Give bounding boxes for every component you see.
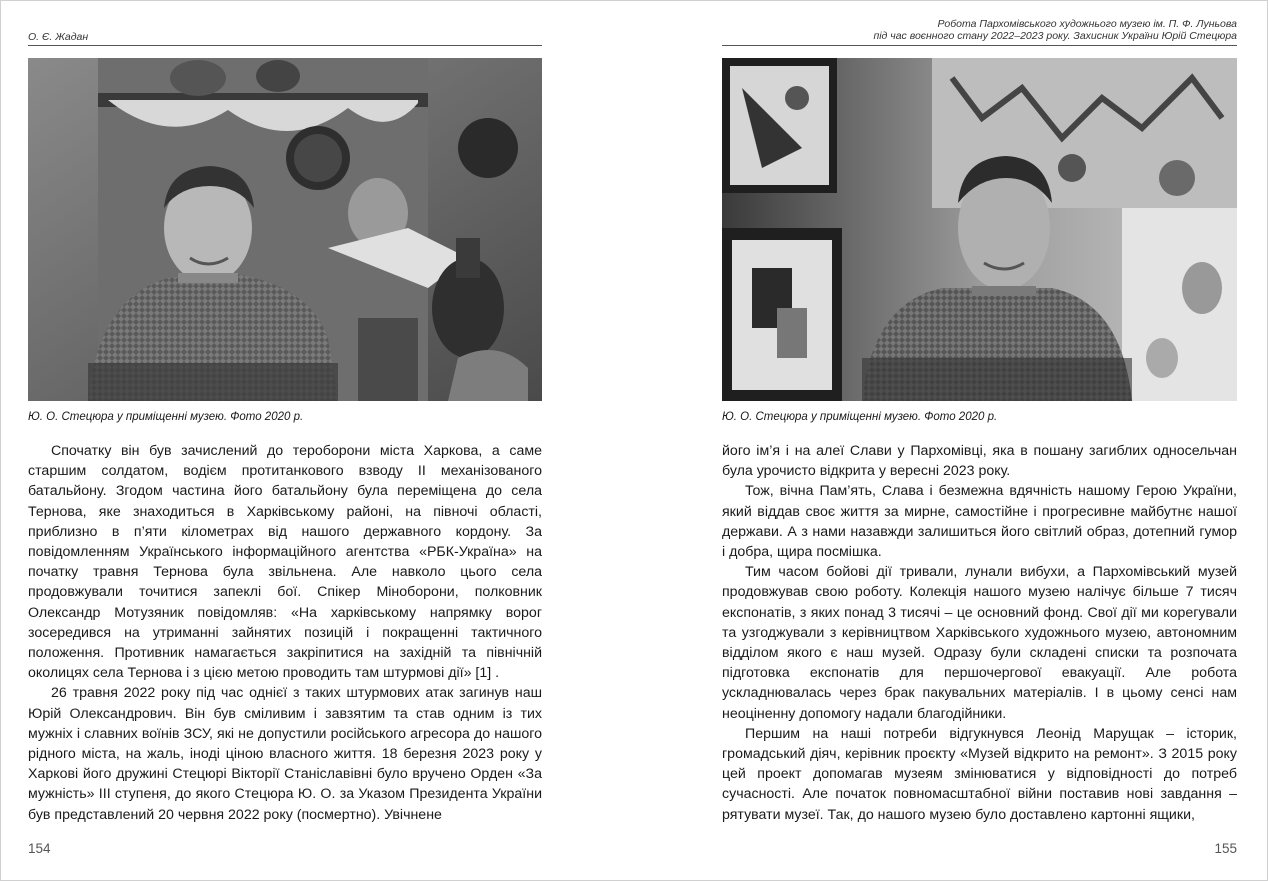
- paragraph: Першим на наші потреби відгукнувся Леонід Марущак – історик, громадський діяч, керівник проєкту «Музей відкрито на ремонт». З 2015 року цей проект допомагав музеям змінюватися у відповідності до потреб сучасності. Але початок повномасштабної війни поставив нові завдання – рятувати музеї. Так, до нашого музею було доставлено картонні ящики,: [722, 725, 1237, 823]
- paragraph: Спочатку він був зачислений до тероборони міста Харкова, а саме старшим солдатом, водієм протитанкового взводу ІІ механізованого батальйону. Згодом частина його батальйону була переміщена до села Тернова, яке знаходиться в Харківському районі, на півночі області, приблизно в п’яти кілометрах від нашого державного кордону. За повідомленням Українського інформаційного агентства «РБК-Україна» на початку травня Тернова була звільнена. Але навколо цього села продовжували точитися запеклі бої. Спікер Міноборони, полковник Олександр Мотузяник повідомляв: «На харківському напрямку ворог зосередився на утриманні зайнятих позицій і покращенні тактичного положення. Противник намагається закріпитися на західній та північній околицях села Тернова і з цією метою проводить там штурмові дії» [1] .: [28, 443, 542, 682]
- right-page: [722, 0, 1237, 881]
- body-text-right: [722, 441, 1237, 825]
- paragraph: його ім’я і на алеї Слави у Пархомівці, яка в пошану загиблих односельчан була урочисто відкрита у вересні 2023 року.: [722, 443, 1237, 480]
- running-head-author: О. Є. Жадан: [28, 31, 89, 43]
- header-rule: [722, 45, 1237, 46]
- running-head-line: Робота Пархомівського художнього музею ім. П. Ф. Луньова: [937, 18, 1237, 30]
- photo-caption-left: Ю. О. Стецюра у приміщенні музею. Фото 2020 р.: [28, 411, 304, 423]
- body-text-left: [28, 441, 542, 825]
- running-head-title: [722, 18, 1237, 42]
- paragraph: 26 травня 2022 року під час однієї з таких штурмових атак загинув наш Юрій Олександрович. Він був сміливим і завзятим та став одним із тих мужніх і славних воїнів ЗСУ, які не допустили російського агресора до нашого рідного міста, на жаль, іноді ціною власного життя. 18 березня 2023 року у Харкові його дружині Стецюрі Вікторії Станіславівні було вручено Орден «За мужність» ІІІ ступеня, до якого Стецюра Ю. О. за Указом Президента України був представлений 20 червня 2022 року (посмертно). Увічнене: [28, 685, 542, 823]
- left-page: [28, 0, 542, 881]
- museum-photo-right: [722, 58, 1237, 401]
- header-rule: [28, 45, 542, 46]
- paragraph: Тож, вічна Пам’ять, Слава і безмежна вдячність нашому Герою України, який віддав своє життя за мирне, самостійне і прогресивне майбутнє нашої держави. А з нами назавжди залишиться його світлий образ, дотепний гумор і добра, щира посмішка.: [722, 483, 1237, 561]
- running-head-line: під час воєнного стану 2022–2023 року. Захисник України Юрій Стецюра: [873, 30, 1237, 42]
- paragraph: Тим часом бойові дії тривали, лунали вибухи, а Пархомівський музей продовжував свою роботу. Колекція нашого музею налічує більше 7 тисяч експонатів, з яких понад 3 тисячі – це основний фонд. Свої дії ми корегували та узгоджували з керівництвом Харківського художнього музею, автономним відділом якого є наш музей. Одразу були складені списки та розпочата підготовка експонатів для першочергової евакуації. Але робота ускладнювалась через брак пакувальних матеріалів. І в цьому сенсі нам неоціненну допомогу надали благодійники.: [722, 564, 1237, 722]
- photo-caption-right: Ю. О. Стецюра у приміщенні музею. Фото 2020 р.: [722, 411, 998, 423]
- page-number-right: 155: [1214, 841, 1237, 856]
- museum-photo-left: [28, 58, 542, 401]
- page-number-left: 154: [28, 841, 51, 856]
